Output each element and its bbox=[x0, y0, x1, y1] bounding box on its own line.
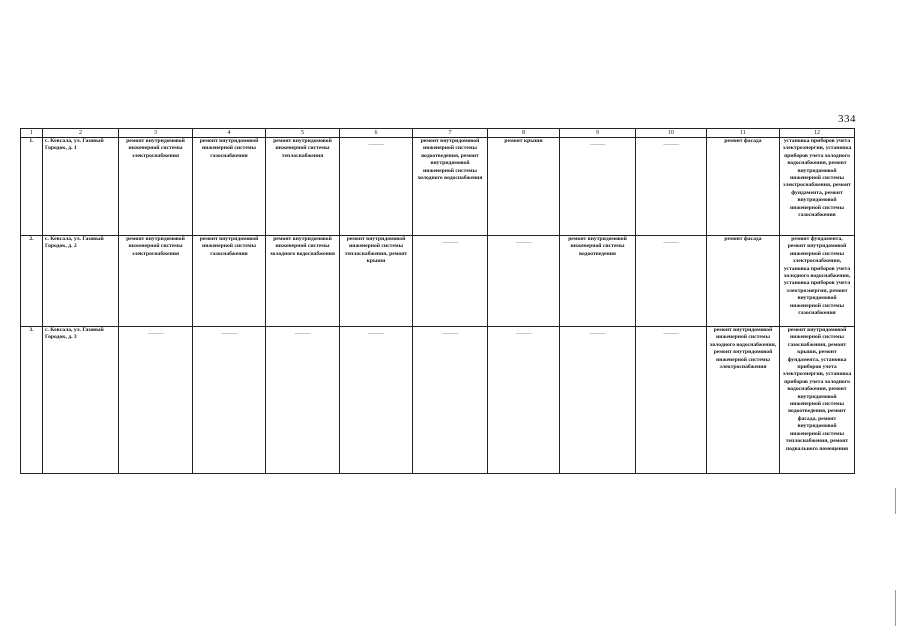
empty-dash: ——— bbox=[589, 142, 606, 148]
table-cell: ремонт внутридомовой инженерной системы газоснабжения bbox=[193, 138, 266, 236]
empty-dash: ——— bbox=[663, 240, 679, 246]
table-cell bbox=[636, 138, 707, 236]
table-cell: ремонт внутридомовой инженерной системы водоотведения, ремонт внутридомовой инженерной системы холодного водоснабжения bbox=[413, 138, 488, 236]
empty-dash: ——— bbox=[589, 331, 606, 337]
table-cell: установка приборов учета электроэнергии, установка приборов учета холодного водоснабжения, ремонт внутридомовой инженерной системы электроснабжения, ремонт фундамента, ремонт внутридомовой инженерной системы газоснабжения bbox=[780, 138, 855, 236]
empty-dash: ——— bbox=[442, 331, 458, 337]
empty-dash: ——— bbox=[368, 331, 384, 337]
table-cell bbox=[119, 327, 193, 474]
row-number: 3. bbox=[21, 327, 43, 474]
empty-dash: ——— bbox=[147, 331, 164, 337]
table-cell bbox=[560, 327, 636, 474]
column-header: 8 bbox=[488, 129, 560, 138]
column-number-row bbox=[21, 129, 855, 138]
column-header: 10 bbox=[636, 129, 707, 138]
table-row bbox=[21, 327, 855, 474]
column-header: 1 bbox=[21, 129, 43, 138]
repair-schedule-table bbox=[20, 128, 855, 474]
column-header: 4 bbox=[193, 129, 266, 138]
table-cell bbox=[636, 236, 707, 327]
table-cell bbox=[413, 236, 488, 327]
table-cell: ремонт фундамента, ремонт внутридомовой инженерной системы электроснабжения, установка приборов учета холодного водоснабжения, установка приборов учета электроэнергии, ремонт внутридомовой инженерной системы газоснабжения bbox=[780, 236, 855, 327]
empty-dash: ——— bbox=[663, 331, 679, 337]
table-row bbox=[21, 236, 855, 327]
table-cell bbox=[488, 327, 560, 474]
empty-dash: ——— bbox=[442, 240, 458, 246]
column-header: 5 bbox=[266, 129, 340, 138]
table-header bbox=[21, 129, 855, 138]
table-cell: ремонт внутридомовой инженерной системы электроснабжения bbox=[119, 236, 193, 327]
table-cell: ремонт внутридомовой инженерной системы водоотведения bbox=[560, 236, 636, 327]
empty-dash: ——— bbox=[368, 142, 384, 148]
row-number: 2. bbox=[21, 236, 43, 327]
table-cell: ремонт внутридомовой инженерной системы электроснабжения bbox=[119, 138, 193, 236]
table-row bbox=[21, 138, 855, 236]
column-header: 12 bbox=[780, 129, 855, 138]
scan-edge-mark bbox=[895, 488, 896, 514]
table-cell: ремонт внутридомовой инженерной системы холодного водоснабжения, ремонт внутридомовой инженерной системы электроснабжения bbox=[707, 327, 780, 474]
table-cell bbox=[340, 138, 413, 236]
column-header: 3 bbox=[119, 129, 193, 138]
row-address: с. Кевсала, ул. Газовый Городок, д. 3 bbox=[43, 327, 119, 474]
row-address: с. Кевсала, ул. Газовый Городок, д. 1 bbox=[43, 138, 119, 236]
empty-dash: ——— bbox=[515, 240, 532, 246]
table-cell bbox=[636, 327, 707, 474]
table-cell bbox=[413, 327, 488, 474]
empty-dash: ——— bbox=[515, 331, 532, 337]
table-cell: ремонт внутридомовой инженерной системы теплоснабжения, ремонт крыши bbox=[340, 236, 413, 327]
table-cell: ремонт внутридомовой инженерной системы газоснабжения bbox=[193, 236, 266, 327]
column-header: 11 bbox=[707, 129, 780, 138]
empty-dash: ——— bbox=[294, 331, 311, 337]
table-cell bbox=[193, 327, 266, 474]
empty-dash: ——— bbox=[663, 142, 679, 148]
column-header: 7 bbox=[413, 129, 488, 138]
table-cell bbox=[560, 138, 636, 236]
table-cell: ремонт крыши bbox=[488, 138, 560, 236]
table-cell bbox=[488, 236, 560, 327]
scan-edge-mark bbox=[895, 590, 896, 626]
row-number: 1. bbox=[21, 138, 43, 236]
page-number: 334 bbox=[838, 113, 856, 125]
table-cell bbox=[266, 327, 340, 474]
empty-dash: ——— bbox=[221, 331, 237, 337]
table-cell: ремонт внутридомовой инженерной системы теплоснабжения bbox=[266, 138, 340, 236]
column-header: 2 bbox=[43, 129, 119, 138]
table-cell: ремонт внутридомовой инженерной системы холодного водоснабжения bbox=[266, 236, 340, 327]
row-address: с. Кевсала, ул. Газовый Городок, д. 2 bbox=[43, 236, 119, 327]
table-cell: ремонт внутридомовой инженерной системы газоснабжения, ремонт крыши, ремонт фундамента, установка приборов учета электроэнергии, установка приборов учета холодного водоснабжения, ремонт внутридомовой инженерной системы водоотведения, ремонт фасада, ремонт внутридомовой инженерной системы теплоснабжения, ремонт подвального помещения bbox=[780, 327, 855, 474]
table-cell bbox=[340, 327, 413, 474]
table-cell: ремонт фасада bbox=[707, 236, 780, 327]
table-cell: ремонт фасада bbox=[707, 138, 780, 236]
column-header: 6 bbox=[340, 129, 413, 138]
column-header: 9 bbox=[560, 129, 636, 138]
